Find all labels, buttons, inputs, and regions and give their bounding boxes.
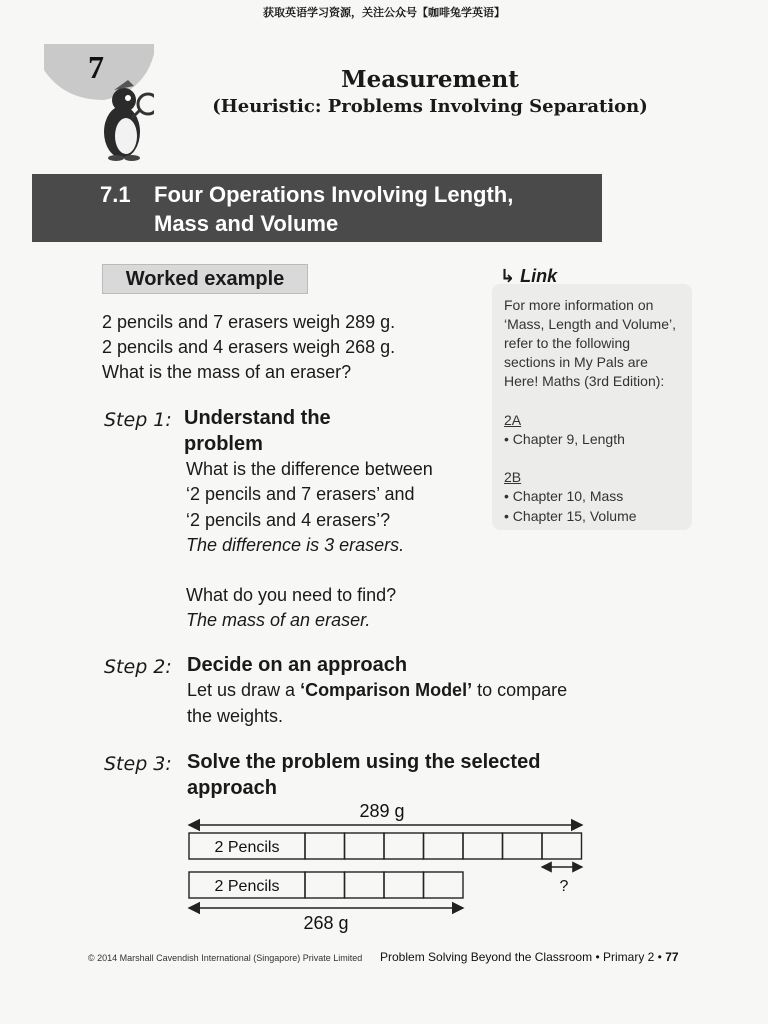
comparison-model-term: ‘Comparison Model’ [300,680,473,700]
chapter-number: 7 [88,49,104,85]
step1-heading: problem [184,433,263,455]
top-banner: 获取英语学习资源，关注公众号【咖啡兔学英语】 [263,6,505,19]
step1-answer: The mass of an eraser. [186,610,371,630]
step3-heading: approach [187,777,278,799]
step1-label: Step 1: [104,409,172,431]
section-title-line2: Mass and Volume [154,211,339,236]
pencils-label-top: 2 Pencils [214,839,280,856]
eraser-unit-bottom [305,872,345,898]
page-number: 77 [665,950,679,964]
link-text: For more information on [504,297,654,313]
section-title-line1: Four Operations Involving Length, [154,182,514,207]
step2-label: Step 2: [104,656,172,678]
eraser-unit-top [345,833,385,859]
link-text: Here! Maths (3rd Edition): [504,373,665,389]
chapter-subtitle: (Heuristic: Problems Involving Separation) [212,96,648,117]
link-heading: ↳ Link [500,266,558,286]
eraser-unit-top [424,833,464,859]
step2-text: Let us draw a ‘Comparison Model’ to compare [187,680,568,700]
problem-question: What is the mass of an eraser? [102,362,352,382]
eraser-unit-bottom [345,872,385,898]
step1-question: What do you need to find? [186,585,397,605]
step2-text: the weights. [187,706,284,726]
pencils-label-bottom: 2 Pencils [214,878,280,895]
step1-question: ‘2 pencils and 7 erasers’ and [186,484,415,504]
problem-line: 2 pencils and 7 erasers weigh 289 g. [102,312,396,332]
eraser-unit-top [503,833,543,859]
step2-heading: Decide on an approach [187,654,408,676]
link-grade-2a: 2A [504,412,522,428]
section-heading [32,174,602,242]
eraser-unit-top [384,833,424,859]
chapter-title: Measurement [341,66,519,93]
step1-answer: The difference is 3 erasers. [186,535,405,555]
eraser-unit-top [542,833,582,859]
eraser-unit-top [463,833,503,859]
step3-heading: Solve the problem using the selected [187,751,541,773]
link-grade-2b: 2B [504,469,522,485]
link-text: sections in My Pals are [504,354,648,370]
paperclip-icon: ↳ [500,266,516,286]
eraser-unit-top [305,833,345,859]
footer-copyright: © 2014 Marshall Cavendish International (Singapore) Private Limited [88,953,363,963]
step1-question: What is the difference between [186,459,433,479]
link-text: ‘Mass, Length and Volume’, [504,316,676,332]
worked-example-label: Worked example [102,264,308,294]
comparison-model [180,795,600,935]
eraser-unit-bottom [424,872,464,898]
link-item: • Chapter 10, Mass [504,488,624,504]
chapter-badge [44,44,154,164]
link-text: refer to the following [504,335,631,351]
eraser-unit-bottom [384,872,424,898]
top-total-label: 289 g [359,801,405,821]
footer-book-info: Problem Solving Beyond the Classroom • Primary 2 • 77 [380,950,679,964]
step1-question: ‘2 pencils and 4 erasers’? [186,510,391,530]
link-item: • Chapter 15, Volume [504,508,637,524]
section-number: 7.1 [100,182,131,207]
step1-heading: Understand the [184,407,331,429]
bottom-total-label: 268 g [303,913,349,933]
problem-line: 2 pencils and 4 erasers weigh 268 g. [102,337,396,357]
step3-label: Step 3: [104,753,172,775]
link-item: • Chapter 9, Length [504,431,625,447]
unknown-label: ? [559,878,569,895]
